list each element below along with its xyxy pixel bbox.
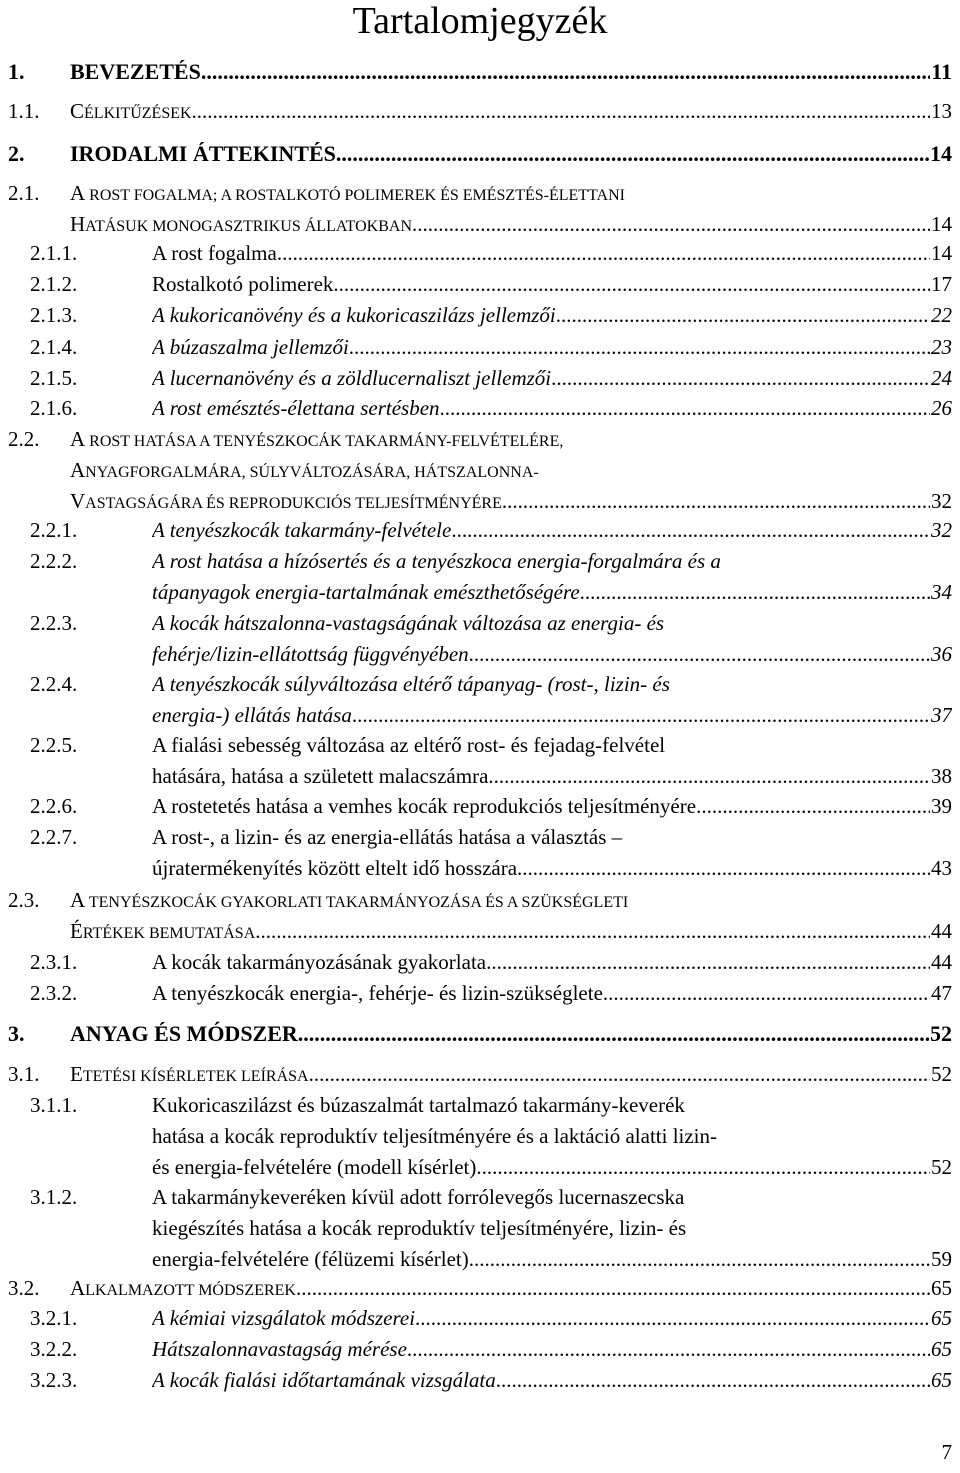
dot-leader xyxy=(580,577,930,608)
toc-entry-title: BEVEZETÉS xyxy=(70,59,201,84)
toc-entry-page: 39 xyxy=(931,794,952,818)
toc-entry-page: 37 xyxy=(931,703,952,727)
toc-entry-number: 3.2.1. xyxy=(30,1306,78,1330)
toc-entry-title: A rost fogalma xyxy=(152,241,277,265)
dot-leader xyxy=(603,978,930,1009)
toc-entry-title: ETETÉSI KÍSÉRLETEK LEÍRÁSA xyxy=(70,1062,309,1086)
toc-entry-page: 14 xyxy=(931,241,952,265)
toc-entry-title: A búzaszalma jellemzői xyxy=(152,335,349,359)
toc-entry-page: 36 xyxy=(931,642,952,666)
page-number: 7 xyxy=(941,1440,952,1464)
dot-leader xyxy=(277,238,930,269)
dot-leader xyxy=(349,332,930,363)
toc-entry-number: 3.2.3. xyxy=(30,1368,78,1392)
toc-entry-page: 24 xyxy=(931,366,952,390)
toc-entry-number: 2.2.6. xyxy=(30,794,78,818)
toc-entry-number: 2.2.2. xyxy=(30,549,78,573)
toc-entry-title: kiegészítés hatása a kocák reproduktív teljesítményére, lizin- és xyxy=(152,1216,687,1240)
toc-entry-page: 44 xyxy=(931,950,952,974)
toc-entry-page: 43 xyxy=(931,856,952,880)
toc-entry-page: 22 xyxy=(931,303,952,327)
toc-entry-number: 2.1.6. xyxy=(30,396,78,420)
toc-entry-page: 23 xyxy=(931,335,952,359)
toc-entry-title: A lucernanövény és a zöldlucernaliszt jellemzői xyxy=(152,366,552,390)
dot-leader xyxy=(352,700,930,731)
toc-entry-page: 17 xyxy=(931,272,952,296)
toc-entry-title: HATÁSUK MONOGASZTRIKUS ÁLLATOKBAN xyxy=(70,212,412,236)
dot-leader xyxy=(469,1244,930,1275)
toc-entry-title: A rost-, a lizin- és az energia-ellátás hatása a választás – xyxy=(152,825,623,849)
toc-entry-title: A tenyészkocák súlyváltozása eltérő tápanyag- (rost-, lizin- és xyxy=(152,672,670,696)
toc-entry-page: 52 xyxy=(931,1062,952,1086)
toc-entry-title: energia-felvételére (félüzemi kísérlet) xyxy=(152,1247,469,1271)
toc-entry-number: 3.2.2. xyxy=(30,1337,78,1361)
toc-entry-page: 11 xyxy=(931,59,952,84)
toc-entry-page: 26 xyxy=(931,396,952,420)
toc-entry-page: 38 xyxy=(931,764,952,788)
toc-entry-number: 3.1.2. xyxy=(30,1185,78,1209)
toc-entry-title: A ROST HATÁSA A TENYÉSZKOCÁK TAKARMÁNY-FELVÉTELÉRE, xyxy=(70,427,564,451)
dot-leader xyxy=(201,56,930,87)
toc-entry-title: A ROST FOGALMA; A ROSTALKOTÓ POLIMEREK ÉS EMÉSZTÉS-ÉLETTANI xyxy=(70,181,625,205)
toc-entry-number: 2.1.2. xyxy=(30,272,78,296)
toc-entry-title: A kukoricanövény és a kukoricaszilázs jellemzői xyxy=(152,303,556,327)
toc-entry-title: VASTAGSÁGÁRA ÉS REPRODUKCIÓS TELJESÍTMÉNYÉRE xyxy=(70,489,502,513)
toc-entry-title: A rostetetés hatása a vemhes kocák reprodukciós teljesítményére xyxy=(152,794,697,818)
toc-entry-number: 2.2.1. xyxy=(30,518,78,542)
toc-entry-page: 52 xyxy=(930,1021,952,1046)
toc-entry-page: 32 xyxy=(931,489,952,513)
toc-entry-number: 2.2.7. xyxy=(30,825,78,849)
dot-leader xyxy=(412,209,930,240)
dot-leader xyxy=(298,1018,929,1049)
toc-entry-number: 2.3. xyxy=(8,888,40,912)
toc-entry-number: 3.2. xyxy=(8,1276,40,1300)
toc-entry-number: 2.1.3. xyxy=(30,303,78,327)
toc-entry-page: 65 xyxy=(931,1306,952,1330)
toc-entry-title: energia-) ellátás hatása xyxy=(152,703,352,727)
dot-leader xyxy=(696,791,930,822)
dot-leader xyxy=(296,1273,930,1304)
toc-entry-number: 3.1.1. xyxy=(30,1093,78,1117)
toc-entry-number: 2.2.4. xyxy=(30,672,78,696)
toc-entry-title: Rostalkotó polimerek xyxy=(152,272,334,296)
dot-leader xyxy=(488,761,930,792)
dot-leader xyxy=(556,300,930,331)
dot-leader xyxy=(469,639,930,670)
toc-entry-page: 14 xyxy=(930,141,952,166)
dot-leader xyxy=(333,269,930,300)
dot-leader xyxy=(451,515,930,546)
toc-entry-page: 13 xyxy=(931,99,952,123)
dot-leader xyxy=(496,1365,930,1396)
toc-entry-title: ANYAG ÉS MÓDSZER xyxy=(70,1021,298,1046)
toc-entry-title: A kocák takarmányozásának gyakorlata xyxy=(152,950,487,974)
dot-leader xyxy=(309,1059,930,1090)
toc-entry-page: 14 xyxy=(931,212,952,236)
dot-leader xyxy=(486,947,930,978)
toc-entry-number: 2.2. xyxy=(8,427,40,451)
toc-entry-title: újratermékenyítés között eltelt idő hosszára xyxy=(152,856,518,880)
dot-leader xyxy=(407,1334,930,1365)
toc-entry-title: A TENYÉSZKOCÁK GYAKORLATI TAKARMÁNYOZÁSA ÉS A SZÜKSÉGLETI xyxy=(70,888,629,912)
toc-entry-title: A rost hatása a hízósertés és a tenyészkoca energia-forgalmára és a xyxy=(152,549,721,573)
toc-entry-title: Hátszalonnavastagság mérése xyxy=(152,1337,407,1361)
toc-entry-title: A takarmánykeveréken kívül adott forrólevegős lucernaszecska xyxy=(152,1185,685,1209)
toc-entry-title: ÉRTÉKEK BEMUTATÁSA xyxy=(70,919,256,943)
dot-leader xyxy=(551,363,930,394)
toc-entry-title: A kocák hátszalonna-vastagságának változása az energia- és xyxy=(152,611,665,635)
toc-entry-title: Kukoricaszilázst és búzaszalmát tartalmazó takarmány-keverék xyxy=(152,1093,685,1117)
page-title: Tartalomjegyzék xyxy=(352,0,608,42)
toc-entry-title: tápanyagok energia-tartalmának emészthetőségére xyxy=(152,580,580,604)
dot-leader xyxy=(415,1303,930,1334)
toc-entry-number: 3. xyxy=(8,1021,25,1046)
toc-entry-title: hatása a kocák reproduktív teljesítményére és a laktáció alatti lizin- xyxy=(152,1124,718,1148)
toc-entry-title: ANYAGFORGALMÁRA, SÚLYVÁLTOZÁSÁRA, HÁTSZALONNA- xyxy=(70,458,539,482)
toc-entry-title: A rost emésztés-élettana sertésben xyxy=(152,396,440,420)
toc-entry-title: IRODALMI ÁTTEKINTÉS xyxy=(70,141,336,166)
toc-entry-number: 2.1. xyxy=(8,181,40,205)
dot-leader xyxy=(336,138,929,169)
toc-entry-number: 2.2.3. xyxy=(30,611,78,635)
dot-leader xyxy=(255,916,930,947)
toc-entry-page: 34 xyxy=(931,580,952,604)
toc-entry-title: A kocák fialási időtartamának vizsgálata xyxy=(152,1368,496,1392)
toc-entry-title: A tenyészkocák takarmány-felvétele xyxy=(152,518,452,542)
toc-entry-title: fehérje/lizin-ellátottság függvényében xyxy=(152,642,469,666)
dot-leader xyxy=(517,853,930,884)
toc-entry-title: CÉLKITŰZÉSEK xyxy=(70,99,192,123)
dot-leader xyxy=(440,393,930,424)
toc-entry-number: 3.1. xyxy=(8,1062,40,1086)
toc-entry-number: 1.1. xyxy=(8,99,40,123)
toc-entry-page: 65 xyxy=(931,1337,952,1361)
toc-entry-number: 2. xyxy=(8,141,25,166)
toc-entry-page: 47 xyxy=(931,981,952,1005)
toc-entry-number: 2.1.1. xyxy=(30,241,78,265)
toc-entry-page: 52 xyxy=(931,1155,952,1179)
toc-entry-number: 2.3.2. xyxy=(30,981,78,1005)
toc-entry-number: 1. xyxy=(8,59,25,84)
toc-entry-number: 2.3.1. xyxy=(30,950,78,974)
toc-entry-title: és energia-felvételére (modell kísérlet) xyxy=(152,1155,477,1179)
toc-entry-title: A kémiai vizsgálatok módszerei xyxy=(152,1306,416,1330)
toc-entry-page: 65 xyxy=(931,1276,952,1300)
toc-entry-number: 2.1.5. xyxy=(30,366,78,390)
dot-leader xyxy=(192,96,930,127)
dot-leader xyxy=(502,486,930,517)
toc-entry-page: 32 xyxy=(931,518,952,542)
toc-entry-number: 2.1.4. xyxy=(30,335,78,359)
toc-entry-title: A fialási sebesség változása az eltérő rost- és fejadag-felvétel xyxy=(152,733,666,757)
dot-leader xyxy=(476,1152,930,1183)
toc-entry-page: 65 xyxy=(931,1368,952,1392)
toc-entry-title: A tenyészkocák energia-, fehérje- és lizin-szükséglete xyxy=(152,981,603,1005)
toc-entry-title: ALKALMAZOTT MÓDSZEREK xyxy=(70,1276,296,1300)
toc-entry-number: 2.2.5. xyxy=(30,733,78,757)
toc-entry-title: hatására, hatása a született malacszámra xyxy=(152,764,489,788)
toc-entry-page: 44 xyxy=(931,919,952,943)
toc-entry-page: 59 xyxy=(931,1247,952,1271)
